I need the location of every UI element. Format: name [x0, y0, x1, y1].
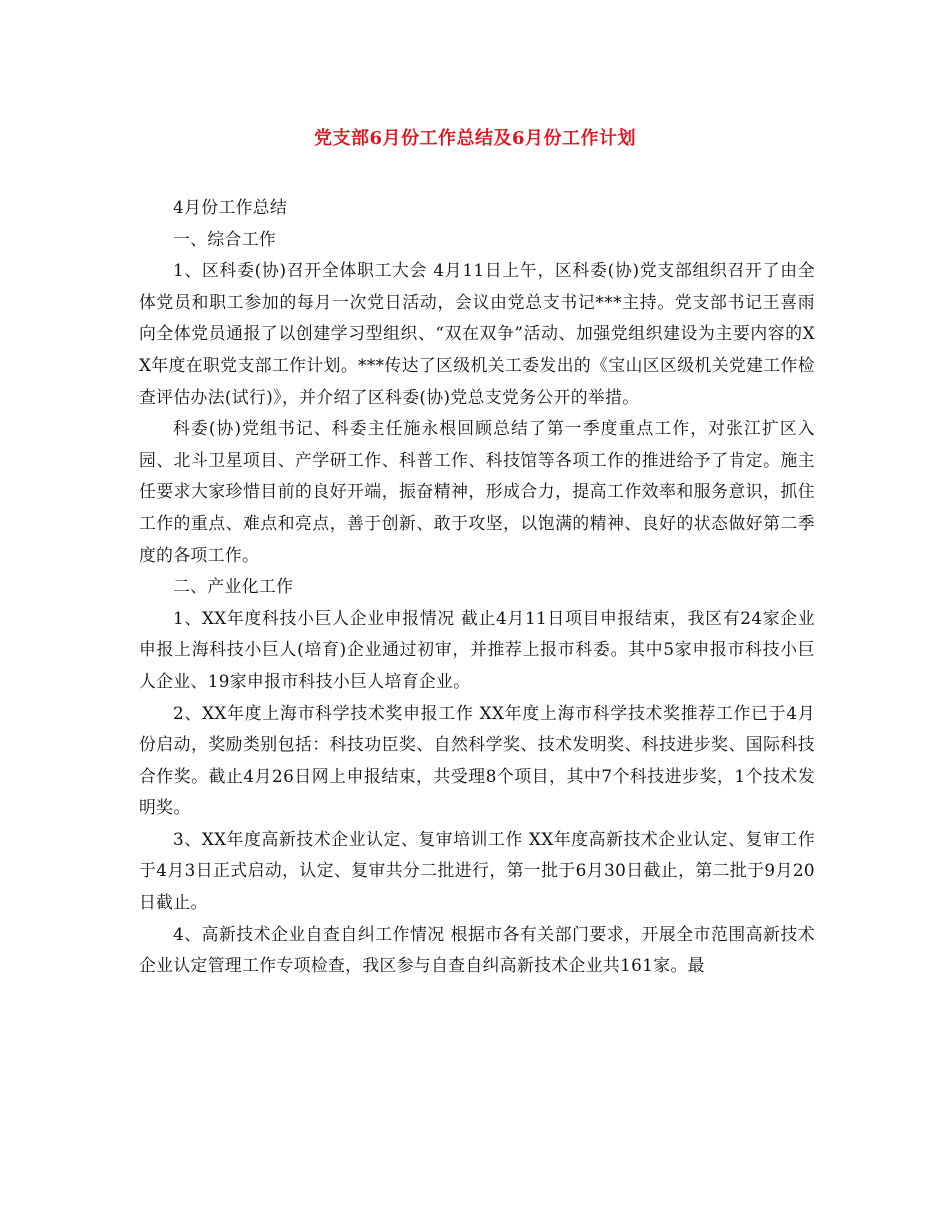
document-title: 党支部6月份工作总结及6月份工作计划 [313, 128, 637, 149]
section-heading-general-work: 一、综合工作 [173, 228, 277, 249]
paragraph: 3、XX年度高新技术企业认定、复审培训工作 XX年度高新技术企业认定、复审工作于4月3日正式启动，认定、复审共分二批进行，第一批于6月30日截止，第二批于9月20日截止。 [139, 828, 815, 913]
paragraph: 1、区科委(协)召开全体职工大会 4月11日上午，区科委(协)党支部组织召开了由全体党员和职工参加的每月一次党日活动，会议由党总支书记***主持。党支部书记王喜雨向全体党员通报了以创建学习型组织、“双在双争”活动、加强党组织建设为主要内容的XX年度在职党支部工作计划。***传达了区级机关工委发出的《宝山区区级机关党建工作检查评估办法(试行)》，并介绍了区科委(协)党总支党务公开的举措。 [139, 260, 815, 407]
document-body [139, 192, 815, 982]
paragraph: 1、XX年度科技小巨人企业申报情况 截止4月11日项目申报结束，我区有24家企业申报上海科技小巨人(培育)企业通过初审，并推荐上报市科委。其中5家申报市科技小巨人企业、19家申报市科技小巨人培育企业。 [139, 607, 815, 691]
paragraph: 2、XX年度上海市科学技术奖申报工作 XX年度上海市科学技术奖推荐工作已于4月份启动，奖励类别包括：科技功臣奖、自然科学奖、技术发明奖、科技进步奖、国际科技合作奖。截止4月26日网上申报结束，共受理8个项目，其中7个科技进步奖，1个技术发明奖。 [139, 702, 815, 818]
section-heading-april-summary: 4月份工作总结 [173, 197, 288, 217]
paragraph: 4、高新技术企业自查自纠工作情况 根据市各有关部门要求，开展全市范围高新技术企业认定管理工作专项检查，我区参与自查自纠高新技术企业共161家。最 [139, 923, 815, 976]
section-heading-industrialization: 二、产业化工作 [173, 576, 294, 597]
paragraph: 科委(协)党组书记、科委主任施永根回顾总结了第一季度重点工作，对张江扩区入园、北斗卫星项目、产学研工作、科普工作、科技馆等各项工作的推进给予了肯定。施主任要求大家珍惜目前的良好开端，振奋精神，形成合力，提高工作效率和服务意识，抓住工作的重点、难点和亮点，善于创新、敢于攻坚，以饱满的精神、良好的状态做好第二季度的各项工作。 [139, 418, 815, 565]
